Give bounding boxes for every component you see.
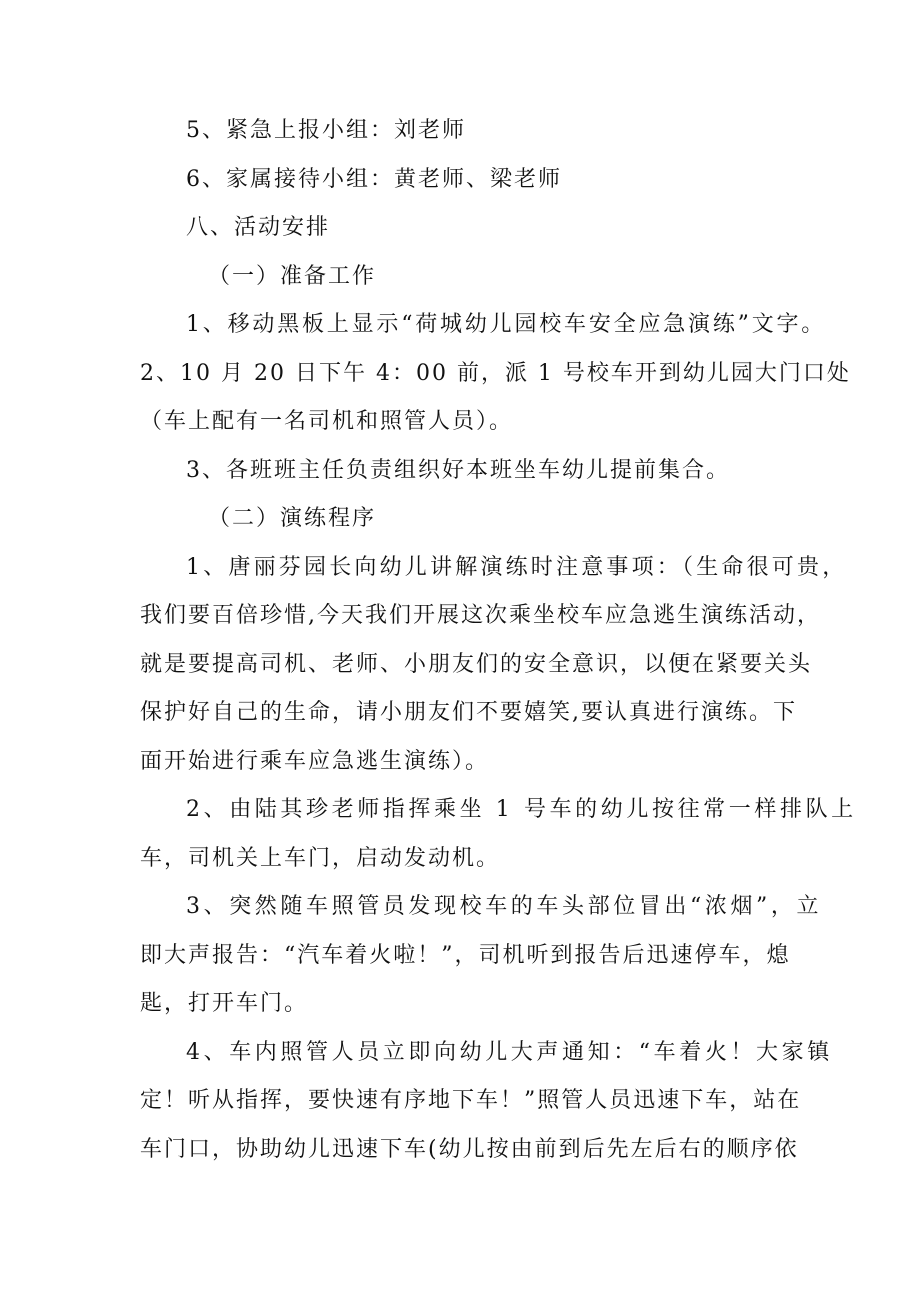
text-line-fire-report: 即大声报告：“汽车着火啦！”，司机听到报告后迅速停车，熄 [140,943,791,968]
subsection-heading-preparation: （一）准备工作 [208,264,377,289]
text-line-bus-staff: （车上配有一名司机和照管人员）。 [140,409,514,434]
section-heading-activity-arrangement: 八、活动安排 [186,215,331,240]
text-line-class-gathering: 3、各班班主任负责组织好本班坐车幼儿提前集合。 [186,458,730,483]
text-line-briefing-4: 保护好自己的生命，请小朋友们不要嬉笑,要认真进行演练。下 [140,700,797,725]
text-line-briefing-3: 就是要提高司机、老师、小朋友们的安全意识，以便在紧要关头 [140,652,813,677]
text-line-principal-briefing: 1、唐丽芬园长向幼儿讲解演练时注意事项：（生命很可贵， [186,555,848,580]
text-line-briefing-5: 面开始进行乘车应急逃生演练）。 [140,749,490,774]
text-line-open-doors: 匙，打开车门。 [140,991,309,1016]
text-line-blackboard: 1、移动黑板上显示“荷城幼儿园校车安全应急演练”文字。 [186,312,827,337]
text-line-teacher-directs-boarding: 2、由陆其珍老师指挥乘坐 1 号车的幼儿按往常一样排队上 [186,797,857,822]
text-line-family-reception-group: 6、家属接待小组：黄老师、梁老师 [186,167,562,192]
text-line-smoke-discovered: 3、突然随车照管员发现校车的车头部位冒出“浓烟”，立 [186,894,823,919]
text-line-orderly-exit: 定！听从指挥，要快速有序地下车！”照管人员迅速下车，站在 [140,1088,802,1113]
text-line-school-bus-arrival: 2、10 月 20 日下午 4：00 前，派 1 号校车开到幼儿园大门口处 [140,361,851,386]
text-line-assist-children: 车门口，协助幼儿迅速下车(幼儿按由前到后先左后右的顺序依 [140,1137,799,1162]
subsection-heading-drill-procedure: （二）演练程序 [208,506,377,531]
text-line-emergency-report-group: 5、紧急上报小组：刘老师 [186,118,466,143]
text-line-staff-notify: 4、车内照管人员立即向幼儿大声通知：“车着火！大家镇 [186,1040,833,1065]
text-line-driver-starts-engine: 车，司机关上车门，启动发动机。 [140,846,501,871]
text-line-briefing-2: 我们要百倍珍惜,今天我们开展这次乘坐校车应急逃生演练活动， [140,603,821,628]
